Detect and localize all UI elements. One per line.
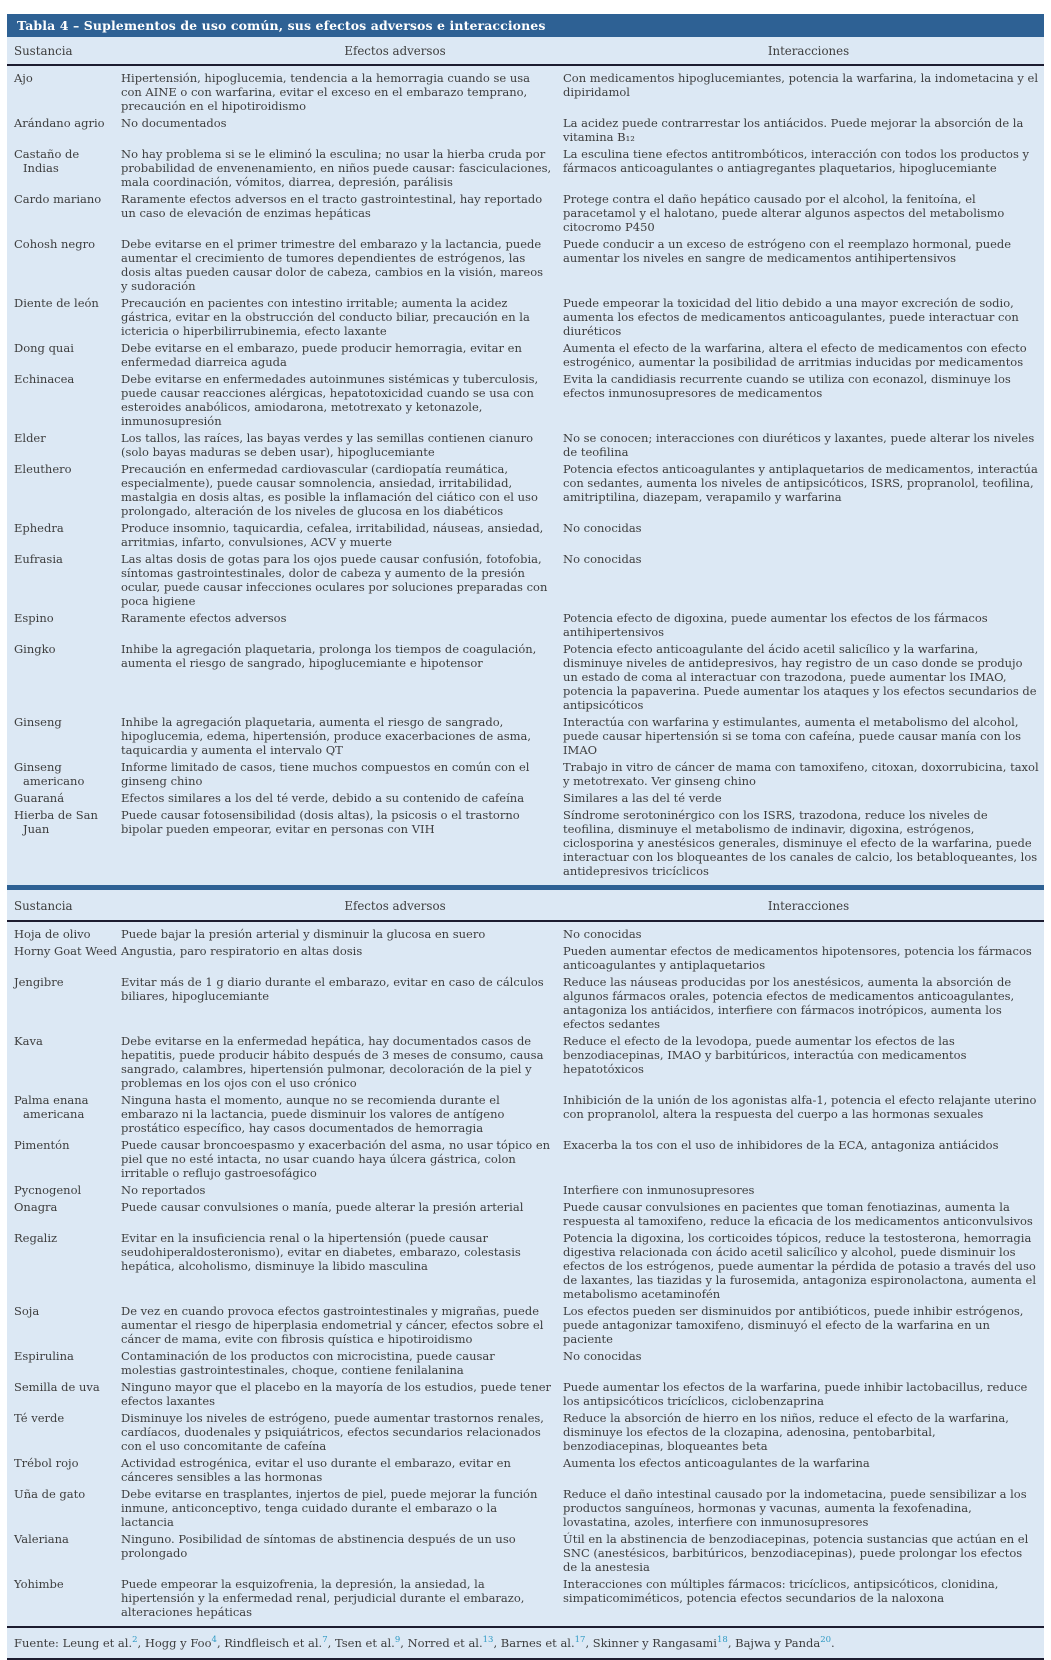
column-header-sustancia: Sustancia <box>14 44 73 58</box>
adverse-effects-cell: De vez en cuando provoca efectos gastrointestinales y migrañas, puede aumentar el riesgo de hiperplasia endometrial y cáncer, efectos sobre el cáncer de mama, evite con fibrosis quística e hipotiroidismo <box>121 1304 544 1346</box>
adverse-effects-cell: Evitar en la insuficiencia renal o la hipertensión (puede causar seudohiperaldosteronismo), evitar en diabetes, embarazo, colestasis hepática, alcoholismo, disminuye la libido masculina <box>121 1231 521 1273</box>
table-row <box>7 192 1044 234</box>
interactions-cell: Inhibición de la unión de los agonistas alfa-1, potencia el efecto relajante uterino con propranolol, altera la respuesta del cuerpo a las hormonas sexuales <box>563 1093 1037 1121</box>
source-note: Fuente: Leung et al.$^2$, Hogg y Foo$^4$, Rindfleisch et al.$^7$, Tsen et al.$^9$, Norred et al.$^{13}$, Barnes et al.$^{17}$, Skinner y Rangasami$^{18}$, Bajwa y Panda$^{20}$. <box>7 1626 1044 1660</box>
interactions-cell: Exacerba la tos con el uso de inhibidores de la ECA, antagoniza antiácidos <box>563 1138 999 1152</box>
table-row <box>7 1456 1044 1484</box>
table-row <box>7 944 1044 972</box>
table-row <box>7 1349 1044 1377</box>
substance-cell: Hoja de olivo <box>14 927 91 941</box>
table-title-bar <box>7 14 1044 37</box>
adverse-effects-cell: Evitar más de 1 g diario durante el embarazo, evitar en caso de cálculos biliares, hipoglucemiante <box>121 975 544 1003</box>
reference-link[interactable]: 7 <box>322 1635 328 1646</box>
substance-cell: Cardo mariano <box>14 192 102 206</box>
substance-cell: Valeriana <box>14 1532 69 1546</box>
reference-link[interactable]: 13 <box>482 1635 494 1646</box>
substance-cell: Elder <box>14 431 46 445</box>
substance-cell: Eufrasia <box>14 552 63 566</box>
table-row <box>7 791 1044 805</box>
substance-cell: Soja <box>14 1304 40 1318</box>
adverse-effects-cell: Precaución en pacientes con intestino irritable; aumenta la acidez gástrica, evitar en la obstrucción del conducto biliar, precaución en la ictericia o hiperbilirrubinemia, efecto laxante <box>121 296 530 338</box>
adverse-effects-cell: Informe limitado de casos, tiene muchos compuestos en común con el ginseng chino <box>121 760 530 788</box>
interactions-cell: Puede empeorar la toxicidad del litio debido a una mayor excreción de sodio, aumenta los efectos de medicamentos anticoagulantes, puede interactuar con diuréticos <box>563 296 1019 338</box>
table-row <box>7 1577 1044 1619</box>
adverse-effects-cell: Raramente efectos adversos <box>121 611 287 625</box>
substance-cell: Palma enana americana <box>14 1093 89 1121</box>
interactions-cell: Reduce el efecto de la levodopa, puede aumentar los efectos de las benzodiacepinas, IMAO y barbitúricos, interactúa con medicamentos hepatotóxicos <box>563 1034 967 1076</box>
interactions-cell: Potencia efecto anticoagulante del ácido acetil salicílico y la warfarina, disminuye niveles de antidepresivos, hay registro de un caso donde se produjo un estado de coma al interactuar con trazodona, puede aumentar los IMAO, potencia la papaverina. Puede aumentar los ataques y los efectos secundarios de antipsicóticos <box>563 642 1037 712</box>
interactions-cell: Interactúa con warfarina y estimulantes, aumenta el metabolismo del alcohol, puede causar hipertensión si se toma con cafeína, puede causar manía con los IMAO <box>563 715 1022 757</box>
adverse-effects-cell: Raramente efectos adversos en el tracto gastrointestinal, hay reportado un caso de elevación de enzimas hepáticas <box>121 192 543 220</box>
table-row <box>7 462 1044 518</box>
column-header-efectos: Efectos adversos <box>344 44 446 58</box>
adverse-effects-cell: Debe evitarse en la enfermedad hepática, hay documentados casos de hepatitis, puede producir hábito después de 3 meses de consumo, causa sangrado, calambres, hipertensión pulmonar, decoloración de la piel y problemas en los ojos con el uso crónico <box>121 1034 544 1090</box>
substance-cell: Espino <box>14 611 54 625</box>
interactions-cell: Pueden aumentar efectos de medicamentos hipotensores, potencia los fármacos anticoagulantes y antiplaquetarios <box>563 944 1032 972</box>
interactions-cell: Con medicamentos hipoglucemiantes, potencia la warfarina, la indometacina y el dipiridamol <box>563 71 1039 99</box>
substance-cell: Dong quai <box>14 341 74 355</box>
table-row <box>7 927 1044 941</box>
adverse-effects-cell: Ninguno mayor que el placebo en la mayoría de los estudios, puede tener efectos laxantes <box>121 1380 552 1408</box>
substance-cell: Ginseng <box>14 715 62 729</box>
adverse-effects-cell: No reportados <box>121 1183 206 1197</box>
table-row <box>7 808 1044 878</box>
interactions-cell: Aumenta los efectos anticoagulantes de la warfarina <box>563 1456 870 1470</box>
adverse-effects-cell: No documentados <box>121 116 227 130</box>
interactions-cell: Reduce las náuseas producidas por los anestésicos, aumenta la absorción de algunos fármacos orales, potencia efectos de medicamentos anticoagulantes, antagoniza los antiácidos, interfiere con fármacos inotrópicos, aumenta los efectos sedantes <box>563 975 1015 1031</box>
interactions-cell: Aumenta el efecto de la warfarina, altera el efecto de medicamentos con efecto estrogénico, aumentar la posibilidad de arritmias inducidas por medicamentos <box>563 341 1027 369</box>
adverse-effects-cell: Debe evitarse en el primer trimestre del embarazo y la lactancia, puede aumentar el crecimiento de tumores dependientes de estrógenos, las dosis altas pueden causar dolor de cabeza, cambios en la visión, mareos y sudoración <box>121 237 544 293</box>
table-row <box>7 552 1044 608</box>
substance-cell: Ajo <box>14 71 33 85</box>
table-row <box>7 296 1044 338</box>
adverse-effects-cell: Ninguna hasta el momento, aunque no se recomienda durante el embarazo ni la lactancia, puede disminuir los valores de antígeno prostático específico, hay casos documentados de hemorragia <box>121 1093 505 1135</box>
reference-link[interactable]: 17 <box>574 1635 586 1646</box>
table-body <box>7 37 1044 1660</box>
section-1-rows <box>7 66 1044 885</box>
table-row <box>7 1411 1044 1453</box>
adverse-effects-cell: Produce insomnio, taquicardia, cefalea, irritabilidad, náuseas, ansiedad, arritmias, infarto, convulsiones, ACV y muerte <box>121 521 544 549</box>
table-row <box>7 611 1044 639</box>
table-row <box>7 1532 1044 1574</box>
adverse-effects-cell: Inhibe la agregación plaquetaria, prolonga los tiempos de coagulación, aumenta el riesgo de sangrado, hipoglucemiante e hipotensor <box>121 642 537 670</box>
interactions-cell: No conocidas <box>563 552 642 566</box>
substance-cell: Horny Goat Weed <box>14 944 118 958</box>
substance-cell: Cohosh negro <box>14 237 96 251</box>
substance-cell: Diente de león <box>14 296 99 310</box>
interactions-cell: No conocidas <box>563 521 642 535</box>
supplements-table <box>7 14 1044 1660</box>
adverse-effects-cell: Puede causar broncoespasmo y exacerbación del asma, no usar tópico en piel que no esté intacta, no usar cuando haya úlcera gástrica, colon irritable o reflujo gastroesofágico <box>121 1138 551 1180</box>
table-row <box>7 1380 1044 1408</box>
substance-cell: Uña de gato <box>14 1487 86 1501</box>
interactions-cell: Útil en la abstinencia de benzodiacepinas, potencia sustancias que actúan en el SNC (anestésicos, barbitúricos, benzodiacepinas), puede prolongar los efectos de la anestesia <box>563 1532 1029 1574</box>
adverse-effects-cell: Puede bajar la presión arterial y disminuir la glucosa en suero <box>121 927 486 941</box>
interactions-cell: Reduce la absorción de hierro en los niños, reduce el efecto de la warfarina, disminuye los efectos de la clozapina, adenosina, pentobarbital, benzodiacepinas, bloqueantes beta <box>563 1411 1009 1453</box>
substance-cell: Guaraná <box>14 791 65 805</box>
adverse-effects-cell: Precaución en enfermedad cardiovascular (cardiopatía reumática, especialmente), puede causar somnolencia, ansiedad, irritabilidad, mastalgia en dosis altas, es posible la inflamación del ciático con el uso prolongado, alteración de los niveles de glucosa en los diabéticos <box>121 462 538 518</box>
substance-cell: Echinacea <box>14 372 75 386</box>
substance-cell: Regaliz <box>14 1231 58 1245</box>
adverse-effects-cell: Los tallos, las raíces, las bayas verdes y las semillas contienen cianuro (solo bayas maduras se deben usar), hipoglucemiante <box>121 431 534 459</box>
interactions-cell: Evita la candidiasis recurrente cuando se utiliza con econazol, disminuye los efectos inmunosupresores de medicamentos <box>563 372 1011 400</box>
substance-cell: Onagra <box>14 1200 58 1214</box>
reference-link[interactable]: 2 <box>132 1635 138 1646</box>
adverse-effects-cell: Inhibe la agregación plaquetaria, aumenta el riesgo de sangrado, hipoglucemia, edema, hipertensión, produce exacerbaciones de asma, taquicardia y aumenta el intervalo QT <box>121 715 532 757</box>
column-header-interacciones: Interacciones <box>767 44 850 58</box>
interactions-cell: La acidez puede contrarrestar los antiácidos. Puede mejorar la absorción de la vitamina B₁₂ <box>563 116 1024 144</box>
table-row <box>7 116 1044 144</box>
table-row <box>7 521 1044 549</box>
adverse-effects-cell: Actividad estrogénica, evitar el uso durante el embarazo, evitar en cánceres sensibles a las hormonas <box>121 1456 511 1484</box>
interactions-cell: Potencia efecto de digoxina, puede aumentar los efectos de los fármacos antihipertensivos <box>563 611 988 639</box>
interactions-cell: No conocidas <box>563 927 642 941</box>
table-row <box>7 431 1044 459</box>
table-row <box>7 1034 1044 1090</box>
adverse-effects-cell: Puede empeorar la esquizofrenia, la depresión, la ansiedad, la hipertensión y la enfermedad renal, perjudicial durante el embarazo, alteraciones hepáticas <box>121 1577 525 1619</box>
adverse-effects-cell: Puede causar fotosensibilidad (dosis altas), la psicosis o el trastorno bipolar pueden empeorar, evitar en personas con VIH <box>121 808 520 836</box>
interactions-cell: Reduce el daño intestinal causado por la indometacina, puede sensibilizar a los productos sanguíneos, hormonas y vacunas, aumenta la fexofenadina, lovastatina, azoles, interfiere con inmunosupresores <box>563 1487 1027 1529</box>
adverse-effects-cell: Ninguno. Posibilidad de síntomas de abstinencia después de un uso prolongado <box>121 1532 516 1560</box>
adverse-effects-cell: Contaminación de los productos con microcistina, puede causar molestias gastrointestinales, choque, contiene fenilalanina <box>121 1349 495 1377</box>
substance-cell: Pycnogenol <box>14 1183 82 1197</box>
table-row <box>7 1138 1044 1180</box>
table-row <box>7 760 1044 788</box>
adverse-effects-cell: Debe evitarse en el embarazo, puede producir hemorragia, evitar en enfermedad diarreica aguda <box>121 341 522 369</box>
adverse-effects-cell: Hipertensión, hipoglucemia, tendencia a la hemorragia cuando se usa con AINE o con warfarina, evitar el exceso en el embarazo temprano, precaución en el hipotiroidismo <box>121 71 530 113</box>
interactions-cell: Puede conducir a un exceso de estrógeno con el reemplazo hormonal, puede aumentar los niveles en sangre de medicamentos antihipertensivos <box>563 237 1012 265</box>
table-row <box>7 1487 1044 1529</box>
adverse-effects-cell: Debe evitarse en enfermedades autoinmunes sistémicas y tuberculosis, puede causar reacciones alérgicas, hepatotoxicidad cuando se usa con esteroides anabólicos, amiodarona, metotrexato y ketonazole, inmunosupresión <box>121 372 539 428</box>
reference-link[interactable]: 18 <box>716 1635 728 1646</box>
adverse-effects-cell: Debe evitarse en trasplantes, injertos de piel, puede mejorar la función inmune, anticonceptivo, tenga cuidado durante el embarazo o la lactancia <box>121 1487 538 1529</box>
reference-link[interactable]: 9 <box>394 1635 401 1646</box>
reference-link[interactable]: 4 <box>211 1635 217 1646</box>
table-row <box>7 1183 1044 1197</box>
substance-cell: Hierba de San Juan <box>14 808 98 836</box>
interactions-cell: Puede causar convulsiones en pacientes que toman fenotiazinas, aumenta la respuesta al tamoxifeno, reduce la eficacia de los medicamentos anticonvulsivos <box>563 1200 1033 1228</box>
column-header-row <box>7 890 1044 922</box>
adverse-effects-cell: Puede causar convulsiones o manía, puede alterar la presión arterial <box>121 1200 524 1214</box>
table-row <box>7 1231 1044 1301</box>
table-row <box>7 237 1044 293</box>
table-row <box>7 71 1044 113</box>
substance-cell: Arándano agrio <box>14 116 105 130</box>
substance-cell: Yohimbe <box>14 1577 64 1591</box>
table-row <box>7 642 1044 712</box>
table-row <box>7 372 1044 428</box>
interactions-cell: La esculina tiene efectos antitrombóticos, interacción con todos los productos y fármacos anticoagulantes o antiagregantes plaquetarios, hipoglucemiante <box>563 147 1030 175</box>
interactions-cell: Protege contra el daño hepático causado por el alcohol, la fenitoína, el paracetamol y el halotano, puede alterar algunos aspectos del metabolismo citocromo P450 <box>563 192 1005 234</box>
section-2-rows <box>7 922 1044 1626</box>
substance-cell: Eleuthero <box>14 462 72 476</box>
adverse-effects-cell: Disminuye los niveles de estrógeno, puede aumentar trastornos renales, cardíacos, duodenales y psiquiátricos, efectos secundarios relacionados con el uso concomitante de cafeína <box>121 1411 544 1453</box>
interactions-cell: No conocidas <box>563 1349 642 1363</box>
adverse-effects-cell: No hay problema si se le eliminó la esculina; no usar la hierba cruda por probabilidad de envenenamiento, en niños puede causar: fasciculaciones, mala coordinación, vómitos, diarrea, depresión, parálisis <box>121 147 552 189</box>
table-row <box>7 147 1044 189</box>
substance-cell: Jengibre <box>14 975 64 989</box>
adverse-effects-cell: Efectos similares a los del té verde, debido a su contenido de cafeína <box>121 791 525 805</box>
table-title: Tabla 4 – Suplementos de uso común, sus efectos adversos e interacciones <box>17 18 546 33</box>
table-row <box>7 341 1044 369</box>
substance-cell: Kava <box>14 1034 43 1048</box>
table-row <box>7 715 1044 757</box>
substance-cell: Semilla de uva <box>14 1380 100 1394</box>
interactions-cell: Puede aumentar los efectos de la warfarina, puede inhibir lactobacillus, reduce los antipsicóticos tricíclicos, ciclobenzaprina <box>563 1380 1028 1408</box>
table-row <box>7 1304 1044 1346</box>
substance-cell: Trébol rojo <box>14 1456 79 1470</box>
interactions-cell: Síndrome serotoninérgico con los ISRS, trazodona, reduce los niveles de teofilina, disminuye el metabolismo de indinavir, digoxina, estrógenos, ciclosporina y anestésicos generales, disminuye el efecto de la warfarina, puede interactuar con los bloqueantes de los canales de calcio, los betabloqueantes, los antidepresivos tricíclicos <box>563 808 1038 878</box>
adverse-effects-cell: Las altas dosis de gotas para los ojos puede causar confusión, fotofobia, síntomas gastrointestinales, dolor de cabeza y aumento de la presión ocular, puede causar infecciones oculares por soluciones preparadas con poca higiene <box>121 552 548 608</box>
interactions-cell: Interfiere con inmunosupresores <box>563 1183 755 1197</box>
substance-cell: Castaño de Indias <box>14 147 80 175</box>
interactions-cell: Potencia efectos anticoagulantes y antiplaquetarios de medicamentos, interactúa con sedantes, aumenta los niveles de antipsicóticos, ISRS, propranolol, teofilina, amitriptilina, diazepam, verapamilo y warfarina <box>563 462 1038 504</box>
column-header-interacciones: Interacciones <box>767 899 850 913</box>
substance-cell: Ephedra <box>14 521 64 535</box>
interactions-cell: Interacciones con múltiples fármacos: tricíclicos, antipsicóticos, clonidina, simpaticomiméticos, potencia efectos secundarios de la naloxona <box>563 1577 999 1605</box>
column-header-sustancia: Sustancia <box>14 899 73 913</box>
table-row <box>7 1200 1044 1228</box>
substance-cell: Pimentón <box>14 1138 70 1152</box>
reference-link[interactable]: 20 <box>820 1635 832 1646</box>
substance-cell: Espirulina <box>14 1349 74 1363</box>
column-header-efectos: Efectos adversos <box>344 899 446 913</box>
interactions-cell: Los efectos pueden ser disminuidos por antibióticos, puede inhibir estrógenos, puede antagonizar tamoxifeno, disminuyó el efecto de la warfarina en un paciente <box>563 1304 1024 1346</box>
table-row <box>7 975 1044 1031</box>
adverse-effects-cell: Angustia, paro respiratorio en altas dosis <box>121 944 363 958</box>
interactions-cell: Trabajo in vitro de cáncer de mama con tamoxifeno, citoxan, doxorrubicina, taxol y metotrexato. Ver ginseng chino <box>563 760 1039 788</box>
substance-cell: Gingko <box>14 642 56 656</box>
substance-cell: Té verde <box>14 1411 65 1425</box>
interactions-cell: Potencia la digoxina, los corticoides tópicos, reduce la testosterona, hemorragia digestiva relacionada con ácido acetil salicílico y alcohol, puede disminuir los efectos de los estrógenos, puede aumentar la pérdida de potasio a través del uso de laxantes, las tiazidas y la furosemida, antagoniza espironolactona, aumenta el metabolismo acetaminofén <box>563 1231 1037 1301</box>
table-row <box>7 1093 1044 1135</box>
interactions-cell: Similares a las del té verde <box>563 791 722 805</box>
interactions-cell: No se conocen; interacciones con diuréticos y laxantes, puede alterar los niveles de teofilina <box>563 431 1035 459</box>
substance-cell: Ginseng americano <box>14 760 85 788</box>
column-header-row <box>7 37 1044 66</box>
